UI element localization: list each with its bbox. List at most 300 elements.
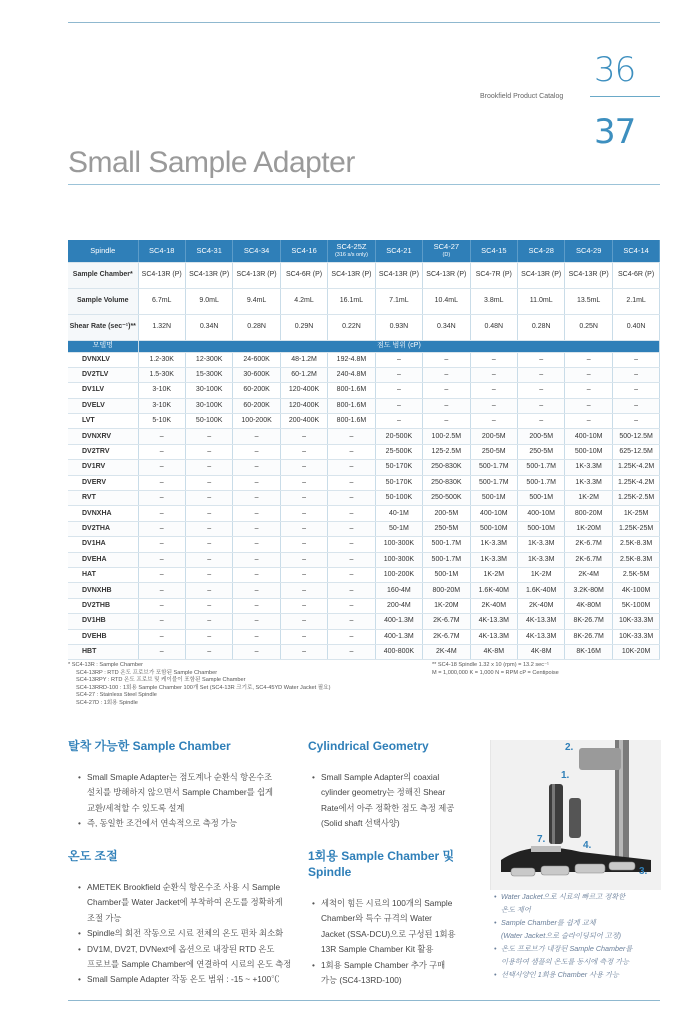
range-cell: – — [138, 475, 185, 490]
range-cell: 400-10M — [470, 506, 517, 521]
range-cell: – — [612, 352, 659, 367]
range-cell: 1.25K-2.5M — [612, 491, 659, 506]
temperature-list — [78, 880, 300, 988]
model-column-header: 모델명 — [68, 340, 138, 352]
product-photo — [490, 740, 660, 890]
spindle-header — [612, 240, 659, 262]
range-cell: – — [280, 506, 327, 521]
range-cell: – — [233, 629, 280, 644]
range-cell: 10K-20M — [612, 644, 659, 659]
range-cell: – — [612, 414, 659, 429]
range-cell: 2K-6.7M — [565, 537, 612, 552]
model-name: DVNXRV — [68, 429, 138, 444]
section-title-geometry: Cylindrical Geometry — [308, 739, 429, 753]
removable-chamber-list — [78, 770, 298, 832]
list-item-cont — [78, 785, 298, 800]
range-cell: 10K-33.3M — [612, 614, 659, 629]
range-cell: 30-100K — [185, 383, 232, 398]
spec-cell: 0.34N — [423, 314, 470, 340]
range-cell: 15-300K — [185, 367, 232, 382]
model-name: DVNXLV — [68, 352, 138, 367]
range-cell: – — [185, 475, 232, 490]
model-name: DVERV — [68, 475, 138, 490]
range-cell: – — [375, 383, 422, 398]
range-cell: 2K-6.7M — [423, 629, 470, 644]
spec-row — [68, 262, 660, 288]
spindle-name: SC4-16 — [291, 245, 317, 255]
range-cell: – — [280, 629, 327, 644]
title-divider — [68, 184, 660, 185]
range-cell: – — [185, 444, 232, 459]
range-cell: 8K-26.7M — [565, 614, 612, 629]
range-cell: – — [328, 598, 375, 613]
spindle-header — [423, 240, 470, 262]
table-row — [68, 567, 660, 582]
range-cell: – — [138, 444, 185, 459]
range-cell: 1K-3.3M — [518, 552, 565, 567]
range-cell: 100-300K — [375, 552, 422, 567]
range-cell: – — [612, 383, 659, 398]
list-item-text: Jacket (SSA-DCU)으로 구성된 1회용 — [321, 928, 456, 939]
range-cell: 500-1M — [518, 491, 565, 506]
footnote: SC4-13RP : RTD 온도 프로브가 포함된 Sample Chamber — [76, 669, 218, 676]
spec-cell: SC4-13R (P) — [375, 262, 422, 288]
spindle-header — [470, 240, 517, 262]
range-cell: – — [280, 567, 327, 582]
range-cell: 120-400K — [280, 383, 327, 398]
range-cell: – — [233, 583, 280, 598]
range-cell: 2K-6.7M — [565, 552, 612, 567]
caption-item-cont — [494, 929, 664, 942]
caption-text: 이용하여 샘플의 온도를 동시에 측정 가능 — [501, 957, 630, 966]
spindle-name: SC4-15 — [481, 245, 507, 255]
range-cell: 2.5K-8.3M — [612, 537, 659, 552]
spindle-note: (D) — [442, 251, 451, 258]
table-row — [68, 475, 660, 490]
list-item: • 1회용 Sample Chamber 추가 구매 — [312, 958, 482, 973]
footnote: M = 1,000,000 K = 1,000 N = RPM cP = Centipoise — [432, 669, 559, 676]
range-cell: 50-100K — [185, 414, 232, 429]
range-cell: – — [233, 567, 280, 582]
spindle-name: SC4-27 — [433, 241, 460, 251]
range-cell: 400-10M — [518, 506, 565, 521]
caption-text: (Water Jacket으로 슬라이딩되어 고정) — [501, 931, 622, 940]
range-cell: – — [328, 429, 375, 444]
range-cell: – — [375, 367, 422, 382]
range-cell: – — [375, 352, 422, 367]
spindle-column-header: Spindle — [68, 240, 138, 262]
photo-label: 4. — [583, 840, 592, 851]
list-item-text: Chamber를 Water Jacket에 부착하여 온도를 정확하게 — [87, 897, 283, 908]
list-item-cont — [312, 927, 482, 942]
list-item-cont — [312, 801, 482, 816]
model-name: DV2TLV — [68, 367, 138, 382]
model-name: DV2TRV — [68, 444, 138, 459]
range-cell: 100-300K — [375, 537, 422, 552]
spec-cell: 11.0mL — [518, 288, 565, 314]
range-cell: 500-1M — [423, 567, 470, 582]
range-cell: 2K-4M — [565, 567, 612, 582]
model-name: DV2THB — [68, 598, 138, 613]
spec-cell: 2.1mL — [612, 288, 659, 314]
range-cell: 1K-3.3M — [565, 475, 612, 490]
page-number-right: 37 — [594, 112, 636, 152]
caption-item-cont — [494, 955, 664, 968]
table-row — [68, 367, 660, 382]
range-cell: – — [280, 444, 327, 459]
spec-cell: SC4-7R (P) — [470, 262, 517, 288]
range-cell: 1K-2M — [565, 491, 612, 506]
range-cell: – — [280, 583, 327, 598]
range-cell: 1K-20M — [423, 598, 470, 613]
range-cell: 3-10K — [138, 398, 185, 413]
range-cell: – — [518, 352, 565, 367]
model-name: DVNXHB — [68, 583, 138, 598]
range-cell: – — [185, 537, 232, 552]
caption-item: • 선택사양인 1회용 Chamber 사용 가능 — [494, 968, 664, 981]
spec-cell: SC4-13R (P) — [518, 262, 565, 288]
range-cell: 1.6K-40M — [518, 583, 565, 598]
range-cell: 1.25K-25M — [612, 521, 659, 536]
range-cell: 1.5-30K — [138, 367, 185, 382]
range-cell: 800-1.6M — [328, 414, 375, 429]
spec-cell: SC4-13R (P) — [328, 262, 375, 288]
catalog-name: Brookfield Product Catalog — [480, 93, 564, 100]
photo-captions — [494, 890, 664, 981]
list-item: • DV1M, DV2T, DVNext에 옵션으로 내장된 RTD 온도 — [78, 942, 300, 957]
range-cell: – — [185, 583, 232, 598]
range-cell: 40-1M — [375, 506, 422, 521]
footnote: SC4-13RRD-100 : 1회용 Sample Chamber 100개 Set (SC4-13R 크기로, SC4-45YD Water Jacket 필요) — [76, 684, 331, 691]
table-footnotes-right — [432, 662, 662, 677]
list-item-text: 교환/세척할 수 있도록 설계 — [87, 802, 185, 813]
range-cell: 800-1.6M — [328, 383, 375, 398]
range-cell: 4K-100M — [612, 583, 659, 598]
range-cell: 500-10M — [565, 444, 612, 459]
range-cell: 500-1.7M — [423, 537, 470, 552]
range-cell: 4K-13.3M — [518, 629, 565, 644]
spec-cell: SC4-6R (P) — [280, 262, 327, 288]
range-cell: – — [233, 444, 280, 459]
range-cell: – — [328, 567, 375, 582]
spec-cell: 13.5mL — [565, 288, 612, 314]
range-cell: 4K-13.3M — [470, 629, 517, 644]
spec-label: Sample Volume — [68, 288, 138, 314]
list-item: • Spindle의 회전 작동으로 시료 전체의 온도 편차 최소화 — [78, 926, 300, 941]
range-cell: – — [233, 537, 280, 552]
geometry-list — [312, 770, 482, 832]
table-row — [68, 414, 660, 429]
list-item-cont — [78, 801, 298, 816]
table-row — [68, 537, 660, 552]
table-row — [68, 644, 660, 659]
page-title: Small Sample Adapter — [68, 146, 355, 179]
table-row — [68, 521, 660, 536]
range-cell: – — [233, 506, 280, 521]
range-cell: 192-4.8M — [328, 352, 375, 367]
spec-cell: 0.93N — [375, 314, 422, 340]
list-item: • 세척이 힘든 시료의 100개의 Sample — [312, 896, 482, 911]
spec-cell: 9.4mL — [233, 288, 280, 314]
table-row — [68, 383, 660, 398]
spec-cell: SC4-6R (P) — [612, 262, 659, 288]
range-cell: – — [185, 552, 232, 567]
range-cell: 400-1.3M — [375, 629, 422, 644]
list-item-cont — [312, 785, 482, 800]
range-cell: 200-5M — [423, 506, 470, 521]
range-cell: – — [565, 414, 612, 429]
range-cell: 250-5M — [470, 444, 517, 459]
range-cell: – — [138, 537, 185, 552]
range-cell: – — [185, 644, 232, 659]
range-cell: 1K-3.3M — [565, 460, 612, 475]
spindle-name: SC4-29 — [575, 245, 602, 255]
range-cell: 60-200K — [233, 383, 280, 398]
range-cell: – — [328, 506, 375, 521]
range-cell: 4K-8M — [470, 644, 517, 659]
range-cell: 400-800K — [375, 644, 422, 659]
section-title-line: 1회용 Sample Chamber 및 — [308, 849, 455, 863]
range-cell: – — [138, 491, 185, 506]
range-cell: – — [280, 521, 327, 536]
table-row — [68, 629, 660, 644]
range-cell: 8K-16M — [565, 644, 612, 659]
range-cell: – — [518, 367, 565, 382]
spec-row — [68, 288, 660, 314]
table-row — [68, 398, 660, 413]
section-title-removable-chamber: 탈착 가능한 Sample Chamber — [68, 739, 231, 753]
caption-item: • Water Jacket으로 시료의 빠르고 정확한 — [494, 890, 664, 903]
range-cell: – — [423, 352, 470, 367]
range-cell: 500-1M — [470, 491, 517, 506]
range-cell: 50-170K — [375, 460, 422, 475]
range-cell: 240-4.8M — [328, 367, 375, 382]
range-cell: – — [328, 614, 375, 629]
range-cell: – — [233, 460, 280, 475]
viscosity-range-header: 점도 범위 (cP) — [138, 340, 660, 352]
photo-label: 1. — [561, 770, 570, 781]
spindle-note: (316 s/s only) — [334, 251, 368, 258]
range-cell: – — [185, 506, 232, 521]
list-item-text: 프로브를 Sample Chamber에 연결하여 시료의 온도 측정 — [87, 959, 292, 970]
spec-cell: SC4-13R (P) — [233, 262, 280, 288]
caption-item: • Sample Chamber를 쉽게 교체 — [494, 916, 664, 929]
spindle-header — [233, 240, 280, 262]
model-name: DVELV — [68, 398, 138, 413]
section-title-line: Spindle — [308, 865, 352, 879]
photo-label: 2. — [565, 742, 574, 753]
range-cell: – — [280, 644, 327, 659]
range-cell: 800-1.6M — [328, 398, 375, 413]
spindle-name: SC4-34 — [243, 245, 270, 255]
range-cell: 500-1.7M — [518, 460, 565, 475]
list-item: • Small Sample Adapter 작동 온도 범위 : -15 ~ +100℃ — [78, 972, 300, 987]
bottom-divider — [68, 1000, 660, 1001]
model-name: DV2THA — [68, 521, 138, 536]
range-cell: 400-10M — [565, 429, 612, 444]
range-cell: – — [138, 629, 185, 644]
range-cell: 2K-40M — [470, 598, 517, 613]
range-cell: – — [328, 552, 375, 567]
range-cell: – — [233, 491, 280, 506]
list-item-cont — [312, 973, 482, 988]
spindle-header — [138, 240, 185, 262]
range-cell: – — [328, 537, 375, 552]
range-cell: 20-500K — [375, 429, 422, 444]
spindle-name: SC4-14 — [623, 245, 649, 255]
spindle-header-row — [68, 240, 660, 262]
range-cell: – — [565, 398, 612, 413]
range-cell: 10K-33.3M — [612, 629, 659, 644]
range-cell: 120-400K — [280, 398, 327, 413]
range-cell: 500-1.7M — [423, 552, 470, 567]
model-name: HBT — [68, 644, 138, 659]
spindle-name: SC4-28 — [528, 245, 554, 255]
range-cell: – — [138, 521, 185, 536]
range-cell: 250-830K — [423, 460, 470, 475]
list-item-text: 설치를 방해하지 않으면서 Sample Chamber를 쉽게 — [87, 787, 273, 798]
spindle-header — [185, 240, 232, 262]
range-cell: 1K-2M — [470, 567, 517, 582]
range-cell: – — [612, 367, 659, 382]
range-cell: 2K-4M — [423, 644, 470, 659]
range-cell: – — [612, 398, 659, 413]
table-row — [68, 552, 660, 567]
range-cell: 200-5M — [470, 429, 517, 444]
range-cell: 4K-13.3M — [470, 614, 517, 629]
range-cell: – — [185, 598, 232, 613]
range-cell: 100-200K — [233, 414, 280, 429]
table-row — [68, 429, 660, 444]
spec-cell: 0.34N — [185, 314, 232, 340]
list-item-cont — [78, 895, 300, 910]
table-row — [68, 460, 660, 475]
list-item-text: cylinder geometry는 정해진 Shear — [321, 787, 446, 798]
range-cell: – — [375, 414, 422, 429]
range-cell: 3-10K — [138, 383, 185, 398]
range-cell: 1K-20M — [565, 521, 612, 536]
range-cell: – — [233, 552, 280, 567]
range-cell: – — [328, 629, 375, 644]
list-item: • Small Smaple Adapter는 점도계나 순환식 항온수조 — [78, 770, 298, 785]
range-cell: 2K-6.7M — [423, 614, 470, 629]
range-cell: 50-1M — [375, 521, 422, 536]
range-cell: 50-100K — [375, 491, 422, 506]
spindle-name: SC4-25Z — [336, 241, 367, 251]
range-cell: – — [280, 552, 327, 567]
range-cell: – — [138, 429, 185, 444]
list-item: • 즉, 동일한 조건에서 연속적으로 측정 가능 — [78, 816, 298, 831]
range-cell: 25-500K — [375, 444, 422, 459]
range-cell: – — [233, 614, 280, 629]
range-cell: 500-10M — [470, 521, 517, 536]
spindle-header — [280, 240, 327, 262]
range-cell: – — [280, 429, 327, 444]
footnote: SC4-27D : 1회용 Spindle — [76, 699, 138, 706]
range-cell: 100-2.5M — [423, 429, 470, 444]
range-cell: – — [328, 583, 375, 598]
range-cell: 50-170K — [375, 475, 422, 490]
range-cell: 1.25K-4.2M — [612, 460, 659, 475]
spec-cell: 0.25N — [565, 314, 612, 340]
table-footnotes — [68, 662, 428, 708]
list-item-text: (Solid shaft 선택사양) — [321, 818, 400, 829]
range-cell: 1K-3.3M — [518, 537, 565, 552]
range-cell: – — [518, 383, 565, 398]
range-cell: – — [565, 383, 612, 398]
range-cell: 8K-26.7M — [565, 629, 612, 644]
table-row — [68, 614, 660, 629]
table-row — [68, 583, 660, 598]
range-cell: – — [470, 367, 517, 382]
spec-cell: 0.22N — [328, 314, 375, 340]
range-cell: 800-20M — [565, 506, 612, 521]
table-row — [68, 598, 660, 613]
spec-cell: 6.7mL — [138, 288, 185, 314]
caption-item: • 온도 프로브가 내장된 Sample Chamber를 — [494, 942, 664, 955]
range-cell: – — [423, 383, 470, 398]
range-cell: 60-1.2M — [280, 367, 327, 382]
model-name: DVEHA — [68, 552, 138, 567]
range-cell: 250-5M — [423, 521, 470, 536]
range-cell: 200-5M — [518, 429, 565, 444]
range-cell: 800-20M — [423, 583, 470, 598]
range-cell: – — [185, 567, 232, 582]
range-cell: 4K-13.3M — [518, 614, 565, 629]
list-item-text: Chamber와 특수 규격의 Water — [321, 913, 432, 924]
range-cell: 1K-3.3M — [470, 537, 517, 552]
range-cell: 4K-8M — [518, 644, 565, 659]
range-cell: – — [470, 414, 517, 429]
spec-cell: 0.40N — [612, 314, 659, 340]
range-cell: – — [470, 398, 517, 413]
range-cell: – — [138, 552, 185, 567]
model-name: DV1HB — [68, 614, 138, 629]
range-cell: – — [375, 398, 422, 413]
spec-cell: 0.29N — [280, 314, 327, 340]
range-cell: 1.25K-4.2M — [612, 475, 659, 490]
footnote: ** SC4-18 Spindle 1.32 x 10 (rpm) = 13.2 sec⁻¹ — [432, 662, 549, 668]
range-cell: 160-4M — [375, 583, 422, 598]
range-cell: – — [233, 521, 280, 536]
range-cell: – — [233, 598, 280, 613]
range-cell: 100-200K — [375, 567, 422, 582]
range-cell: 1.6K-40M — [470, 583, 517, 598]
range-cell: 5-10K — [138, 414, 185, 429]
disposable-list — [312, 896, 482, 988]
footnote: * SC4-13R : Sample Chamber — [68, 662, 143, 668]
spec-label: Sample Chamber* — [68, 262, 138, 288]
range-cell: – — [565, 367, 612, 382]
range-cell: – — [280, 460, 327, 475]
range-cell: 24-600K — [233, 352, 280, 367]
model-name: DV1HA — [68, 537, 138, 552]
range-cell: – — [328, 644, 375, 659]
range-cell: – — [138, 567, 185, 582]
model-name: DVNXHA — [68, 506, 138, 521]
range-cell: 4K-80M — [565, 598, 612, 613]
model-name: DVEHB — [68, 629, 138, 644]
range-cell: – — [138, 506, 185, 521]
page-number-left: 36 — [594, 50, 636, 90]
range-cell: 12-300K — [185, 352, 232, 367]
range-cell: 3.2K-80M — [565, 583, 612, 598]
page-number-divider — [590, 96, 660, 97]
spindle-header — [328, 240, 375, 262]
range-cell: – — [185, 460, 232, 475]
spec-cell: SC4-13R (P) — [138, 262, 185, 288]
range-cell: – — [423, 367, 470, 382]
